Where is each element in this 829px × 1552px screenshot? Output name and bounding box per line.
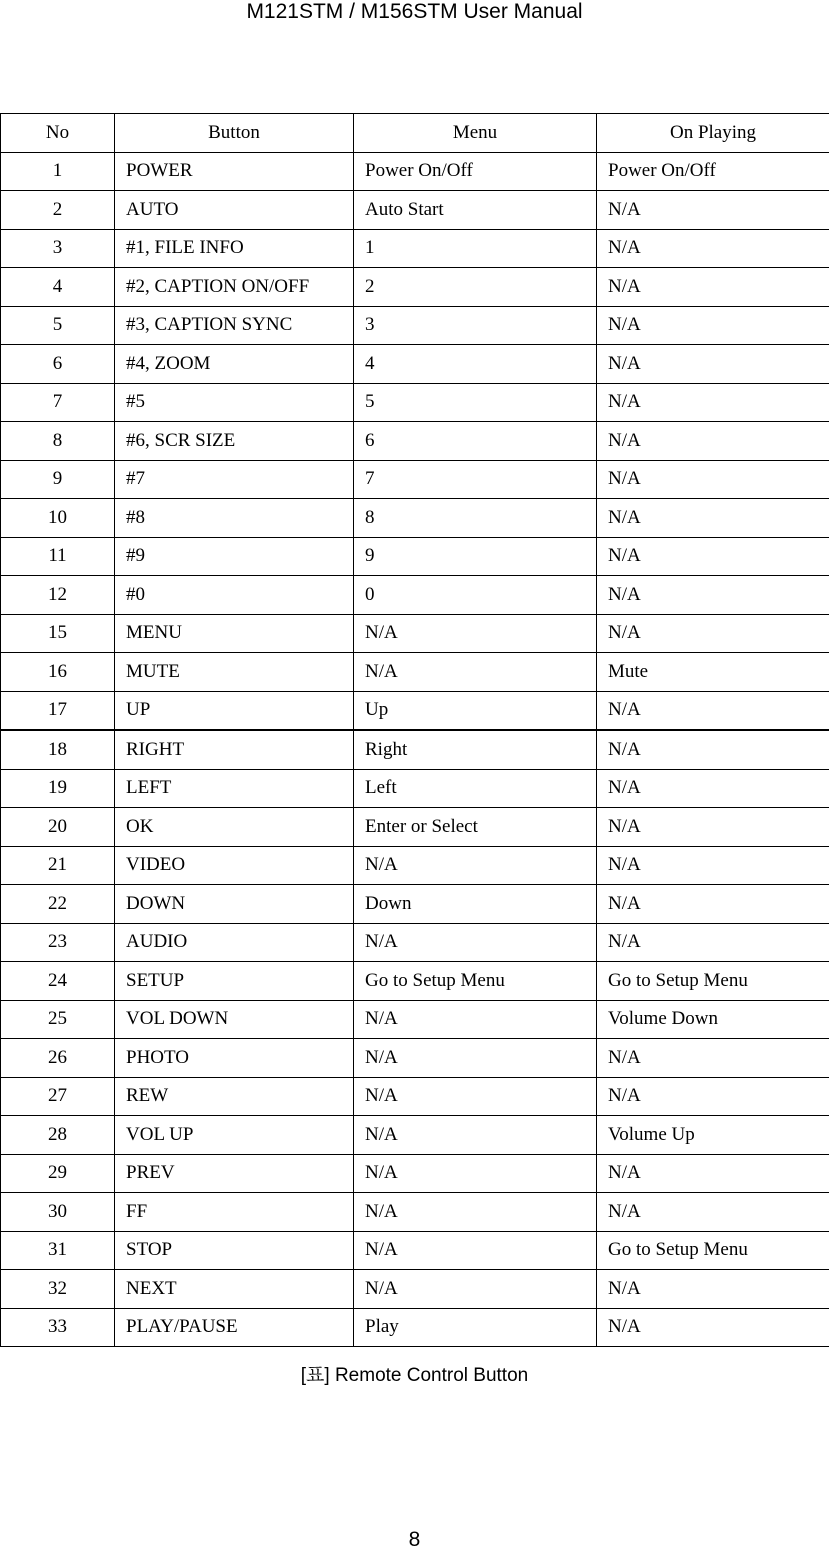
cell-on-playing: N/A — [597, 576, 829, 615]
table-row — [1, 923, 829, 962]
cell-button: PLAY/PAUSE — [115, 1308, 354, 1347]
table-row — [1, 1116, 829, 1155]
cell-menu: 6 — [354, 422, 597, 461]
table-row — [1, 1077, 829, 1116]
table-row — [1, 1270, 829, 1309]
table-row — [1, 383, 829, 422]
cell-menu: N/A — [354, 1231, 597, 1270]
remote-control-button-table — [0, 113, 829, 1347]
cell-button: POWER — [115, 152, 354, 191]
cell-on-playing: N/A — [597, 691, 829, 730]
cell-button: VOL DOWN — [115, 1000, 354, 1039]
cell-no: 29 — [1, 1154, 115, 1193]
cell-no: 24 — [1, 962, 115, 1001]
column-header-no: No — [1, 114, 115, 153]
cell-button: #2, CAPTION ON/OFF — [115, 268, 354, 307]
table-row — [1, 306, 829, 345]
table-row — [1, 1039, 829, 1078]
cell-no: 2 — [1, 191, 115, 230]
cell-button: REW — [115, 1077, 354, 1116]
cell-button: VIDEO — [115, 846, 354, 885]
cell-button: #7 — [115, 460, 354, 499]
cell-button: MUTE — [115, 653, 354, 692]
cell-menu: 7 — [354, 460, 597, 499]
cell-menu: Go to Setup Menu — [354, 962, 597, 1001]
cell-on-playing: Go to Setup Menu — [597, 1231, 829, 1270]
cell-menu: N/A — [354, 1193, 597, 1232]
cell-no: 31 — [1, 1231, 115, 1270]
cell-on-playing: N/A — [597, 499, 829, 538]
table-row — [1, 885, 829, 924]
manual-title: M121STM / M156STM User Manual — [246, 0, 583, 23]
cell-menu: Power On/Off — [354, 152, 597, 191]
cell-on-playing: N/A — [597, 383, 829, 422]
table-body — [1, 152, 829, 1347]
cell-on-playing: N/A — [597, 808, 829, 847]
cell-on-playing: N/A — [597, 1193, 829, 1232]
table-header-row — [1, 114, 829, 153]
cell-no: 20 — [1, 808, 115, 847]
cell-on-playing: Volume Down — [597, 1000, 829, 1039]
table-row — [1, 152, 829, 191]
cell-on-playing: Power On/Off — [597, 152, 829, 191]
table-row — [1, 808, 829, 847]
cell-on-playing: N/A — [597, 460, 829, 499]
cell-no: 21 — [1, 846, 115, 885]
table-row — [1, 422, 829, 461]
page-number: 8 — [408, 1528, 421, 1551]
cell-menu: N/A — [354, 923, 597, 962]
table-row — [1, 730, 829, 769]
column-header-on-playing: On Playing — [597, 114, 829, 153]
cell-button: PREV — [115, 1154, 354, 1193]
cell-menu: 9 — [354, 537, 597, 576]
cell-on-playing: Go to Setup Menu — [597, 962, 829, 1001]
cell-menu: 5 — [354, 383, 597, 422]
remote-control-table-wrapper — [0, 113, 829, 1347]
cell-on-playing: N/A — [597, 229, 829, 268]
cell-menu: Down — [354, 885, 597, 924]
table-row — [1, 576, 829, 615]
cell-menu: Auto Start — [354, 191, 597, 230]
cell-button: PHOTO — [115, 1039, 354, 1078]
cell-menu: Play — [354, 1308, 597, 1347]
cell-no: 6 — [1, 345, 115, 384]
cell-no: 25 — [1, 1000, 115, 1039]
cell-button: #3, CAPTION SYNC — [115, 306, 354, 345]
table-row — [1, 345, 829, 384]
cell-button: #9 — [115, 537, 354, 576]
cell-no: 26 — [1, 1039, 115, 1078]
table-row — [1, 537, 829, 576]
table-row — [1, 962, 829, 1001]
cell-button: STOP — [115, 1231, 354, 1270]
cell-menu: 0 — [354, 576, 597, 615]
cell-button: #8 — [115, 499, 354, 538]
cell-menu: N/A — [354, 1039, 597, 1078]
cell-on-playing: N/A — [597, 885, 829, 924]
cell-menu: N/A — [354, 846, 597, 885]
cell-on-playing: N/A — [597, 1270, 829, 1309]
table-row — [1, 229, 829, 268]
cell-button: #0 — [115, 576, 354, 615]
cell-no: 4 — [1, 268, 115, 307]
table-row — [1, 268, 829, 307]
table-row — [1, 653, 829, 692]
cell-button: RIGHT — [115, 730, 354, 769]
cell-no: 3 — [1, 229, 115, 268]
cell-no: 22 — [1, 885, 115, 924]
cell-no: 16 — [1, 653, 115, 692]
cell-on-playing: N/A — [597, 1154, 829, 1193]
cell-button: #6, SCR SIZE — [115, 422, 354, 461]
cell-menu: Enter or Select — [354, 808, 597, 847]
cell-menu: 3 — [354, 306, 597, 345]
cell-button: FF — [115, 1193, 354, 1232]
column-header-button: Button — [115, 114, 354, 153]
cell-menu: N/A — [354, 1000, 597, 1039]
cell-on-playing: Volume Up — [597, 1116, 829, 1155]
table-row — [1, 769, 829, 808]
cell-button: LEFT — [115, 769, 354, 808]
cell-menu: 1 — [354, 229, 597, 268]
table-row — [1, 1193, 829, 1232]
cell-no: 28 — [1, 1116, 115, 1155]
cell-button: UP — [115, 691, 354, 730]
cell-no: 18 — [1, 730, 115, 769]
cell-on-playing: N/A — [597, 422, 829, 461]
cell-no: 27 — [1, 1077, 115, 1116]
cell-menu: N/A — [354, 614, 597, 653]
cell-on-playing: N/A — [597, 1308, 829, 1347]
table-row — [1, 1000, 829, 1039]
cell-menu: Right — [354, 730, 597, 769]
cell-menu: N/A — [354, 1154, 597, 1193]
table-row — [1, 191, 829, 230]
cell-no: 10 — [1, 499, 115, 538]
cell-no: 1 — [1, 152, 115, 191]
cell-no: 9 — [1, 460, 115, 499]
table-row — [1, 614, 829, 653]
cell-menu: N/A — [354, 1077, 597, 1116]
cell-on-playing: N/A — [597, 268, 829, 307]
cell-on-playing: N/A — [597, 614, 829, 653]
cell-button: #4, ZOOM — [115, 345, 354, 384]
cell-on-playing: N/A — [597, 1077, 829, 1116]
column-header-menu: Menu — [354, 114, 597, 153]
cell-no: 11 — [1, 537, 115, 576]
table-row — [1, 846, 829, 885]
table-row — [1, 1231, 829, 1270]
cell-no: 15 — [1, 614, 115, 653]
cell-on-playing: N/A — [597, 537, 829, 576]
cell-button: #5 — [115, 383, 354, 422]
cell-no: 7 — [1, 383, 115, 422]
table-row — [1, 460, 829, 499]
table-caption: [표] Remote Control Button — [300, 1365, 529, 1386]
cell-menu: 4 — [354, 345, 597, 384]
cell-button: AUTO — [115, 191, 354, 230]
cell-on-playing: N/A — [597, 769, 829, 808]
cell-menu: Up — [354, 691, 597, 730]
cell-button: MENU — [115, 614, 354, 653]
cell-no: 19 — [1, 769, 115, 808]
cell-on-playing: N/A — [597, 923, 829, 962]
cell-no: 30 — [1, 1193, 115, 1232]
table-row — [1, 499, 829, 538]
cell-no: 32 — [1, 1270, 115, 1309]
cell-no: 23 — [1, 923, 115, 962]
cell-menu: N/A — [354, 1270, 597, 1309]
cell-no: 12 — [1, 576, 115, 615]
table-row — [1, 691, 829, 730]
cell-on-playing: N/A — [597, 1039, 829, 1078]
cell-on-playing: N/A — [597, 730, 829, 769]
cell-on-playing: N/A — [597, 306, 829, 345]
cell-button: SETUP — [115, 962, 354, 1001]
cell-on-playing: N/A — [597, 191, 829, 230]
cell-button: NEXT — [115, 1270, 354, 1309]
table-row — [1, 1308, 829, 1347]
cell-button: #1, FILE INFO — [115, 229, 354, 268]
cell-no: 5 — [1, 306, 115, 345]
cell-no: 17 — [1, 691, 115, 730]
cell-button: DOWN — [115, 885, 354, 924]
cell-menu: N/A — [354, 1116, 597, 1155]
cell-button: VOL UP — [115, 1116, 354, 1155]
cell-button: AUDIO — [115, 923, 354, 962]
cell-menu: Left — [354, 769, 597, 808]
cell-menu: 2 — [354, 268, 597, 307]
cell-on-playing: Mute — [597, 653, 829, 692]
cell-on-playing: N/A — [597, 345, 829, 384]
cell-on-playing: N/A — [597, 846, 829, 885]
cell-menu: 8 — [354, 499, 597, 538]
table-row — [1, 1154, 829, 1193]
cell-no: 8 — [1, 422, 115, 461]
page-header — [0, 0, 829, 24]
cell-no: 33 — [1, 1308, 115, 1347]
cell-menu: N/A — [354, 653, 597, 692]
cell-button: OK — [115, 808, 354, 847]
